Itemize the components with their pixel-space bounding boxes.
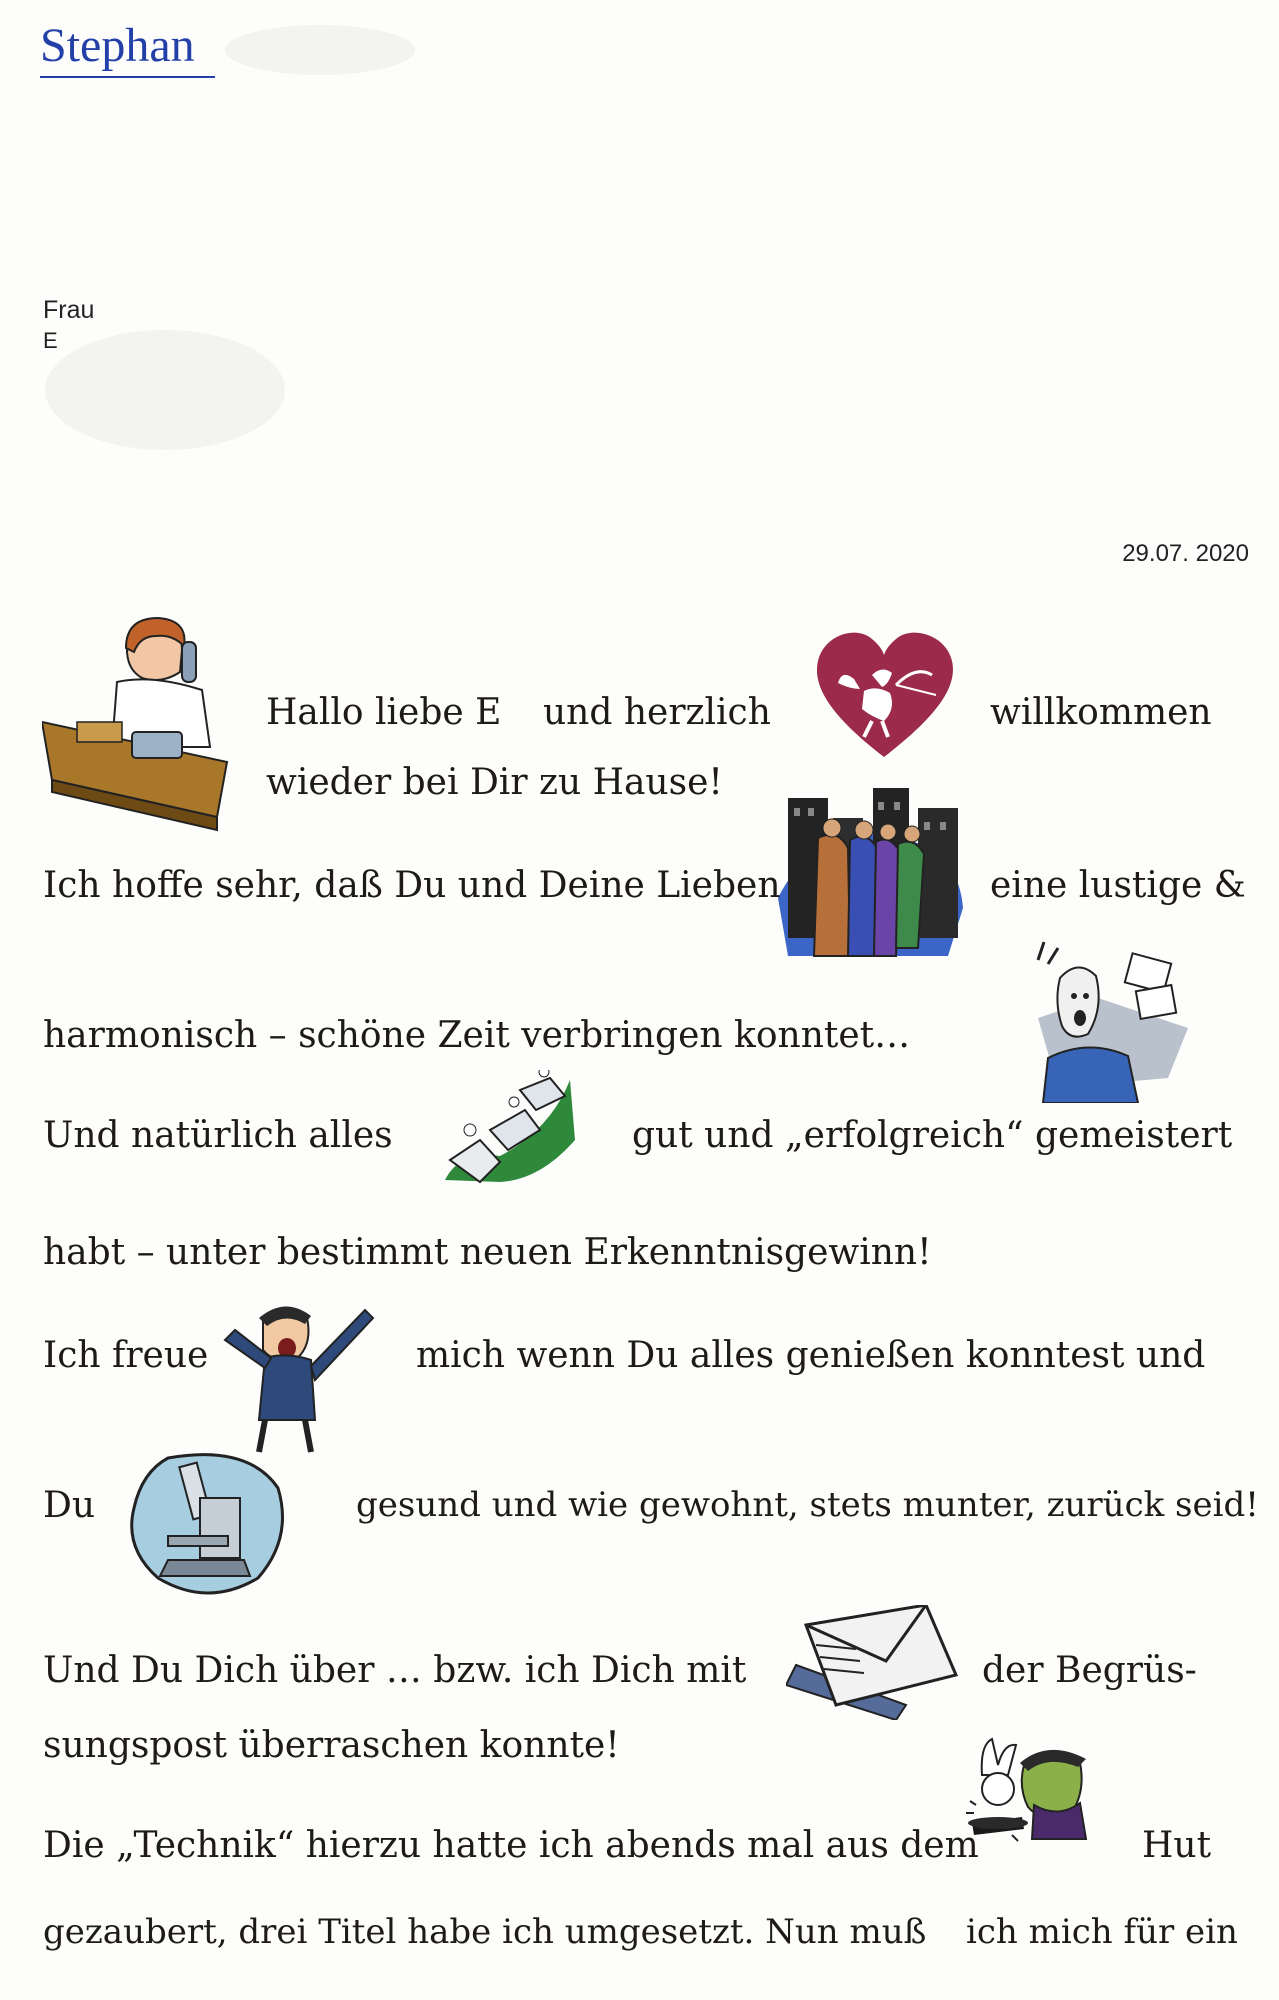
letter-line: gezaubert, drei Titel habe ich umgesetzt. Nun muß (43, 1912, 927, 1952)
letter-line: eine lustige & (990, 865, 1246, 906)
magician-rabbit-hat-icon (962, 1735, 1092, 1845)
letter-line: Ich hoffe sehr, daß Du und Deine Lieben (43, 865, 781, 906)
recipient-name: E (43, 328, 58, 353)
city-group-of-people-icon (778, 778, 968, 958)
letter-line: gut und „erfolgreich“ gemeistert (632, 1115, 1233, 1156)
stair-steps-climbers-icon (440, 1070, 575, 1190)
letter-line: Ich freue (43, 1335, 209, 1376)
surprised-man-with-papers-icon (1018, 938, 1198, 1103)
letter-line: der Begrüs- (982, 1650, 1197, 1691)
letter-line: ich mich für ein (966, 1912, 1238, 1952)
letter-line: Hut (1142, 1825, 1212, 1866)
letter-line: sungspost überraschen konnte! (43, 1725, 620, 1766)
letter-line: gesund und wie gewohnt, stets munter, zurück seid! (356, 1485, 1259, 1525)
letter-line: mich wenn Du alles genießen konntest und (416, 1335, 1206, 1376)
man-on-phone-at-desk-icon (42, 612, 242, 832)
microscope-icon (128, 1448, 288, 1598)
letter-line: Die „Technik“ hierzu hatte ich abends mal aus dem (43, 1825, 979, 1866)
letter-line: Und Du Dich über … bzw. ich Dich mit (43, 1650, 747, 1691)
letter-line: Hallo liebe E (266, 692, 502, 733)
letter-date: 29.07. 2020 (1122, 540, 1249, 567)
letter-line: habt – unter bestimmt neuen Erkenntnisgewinn! (43, 1232, 932, 1273)
letter-line: harmonisch – schöne Zeit verbringen konntet… (43, 1015, 911, 1056)
letter-line: Du (43, 1485, 96, 1526)
redaction-smudge (225, 25, 415, 75)
sender-underline (40, 76, 215, 78)
sender-name: Stephan (40, 19, 195, 72)
letter-line: Und natürlich alles (43, 1115, 393, 1156)
letter-line: wieder bei Dir zu Hause! (266, 762, 723, 803)
cheering-man-icon (215, 1300, 380, 1455)
letter-line: willkommen (990, 692, 1212, 733)
redaction-smudge (45, 330, 285, 450)
letter-line: und herzlich (543, 692, 771, 733)
recipient-salutation: Frau (43, 296, 95, 324)
envelope-mail-icon (786, 1605, 961, 1720)
heart-cupid-icon (812, 625, 957, 760)
